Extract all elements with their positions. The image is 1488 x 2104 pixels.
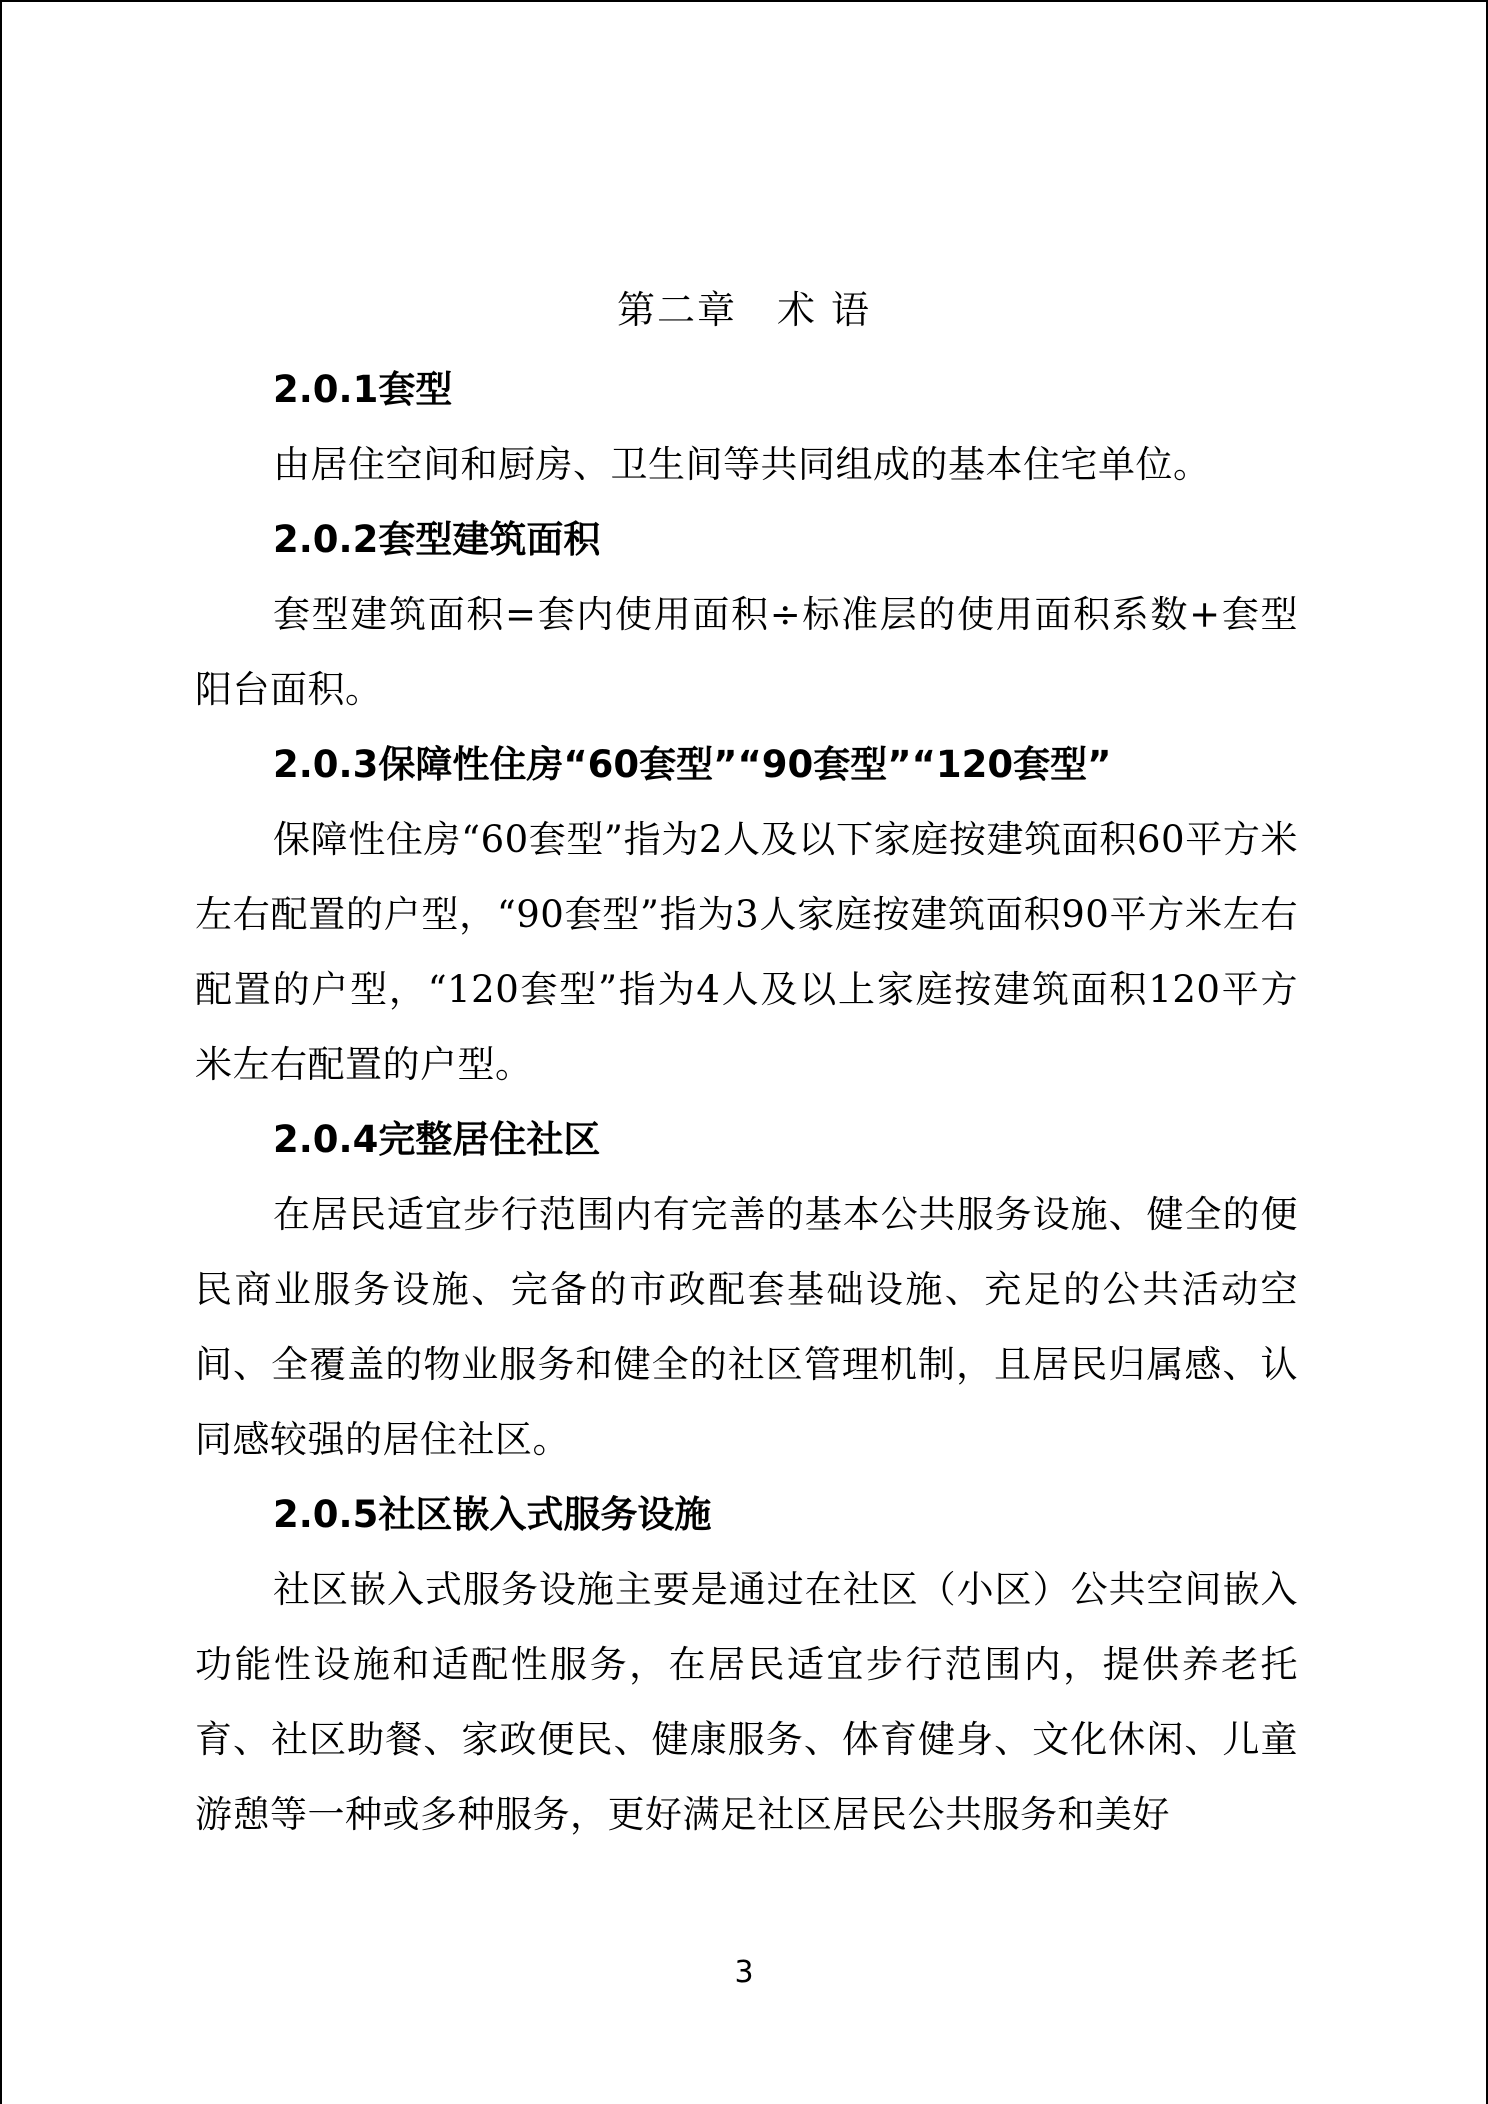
section-heading-2-0-2: 2.0.2套型建筑面积: [273, 518, 601, 561]
section-body-2-0-5: 社区嵌入式服务设施主要是通过在社区（小区）公共空间嵌入功能性设施和适配性服务，在居民适宜步行范围内，提供养老托育、社区助餐、家政便民、健康服务、体育健身、文化休闲、儿童游憩等一种或多种服务，更好满足社区居民公共服务和美好: [195, 1568, 1298, 1836]
page-number: 3: [734, 1955, 754, 1990]
section-body-2-0-1: 由居住空间和厨房、卫生间等共同组成的基本住宅单位。: [273, 443, 1211, 486]
section-heading-2-0-5: 2.0.5社区嵌入式服务设施: [273, 1493, 712, 1536]
section-heading-2-0-1: 2.0.1套型: [273, 368, 453, 411]
section-heading-2-0-3: 2.0.3保障性住房“60套型”“90套型”“120套型”: [273, 743, 1112, 786]
chapter-title: 第二章 术 语: [616, 288, 872, 332]
section-body-2-0-3: 保障性住房“60套型”指为2人及以下家庭按建筑面积60平方米左右配置的户型，“90套型”指为3人家庭按建筑面积90平方米左右配置的户型，“120套型”指为4人及以上家庭按建筑面积120平方米左右配置的户型。: [195, 818, 1298, 1086]
section-body-2-0-4: 在居民适宜步行范围内有完善的基本公共服务设施、健全的便民商业服务设施、完备的市政配套基础设施、充足的公共活动空间、全覆盖的物业服务和健全的社区管理机制，且居民归属感、认同感较强的居住社区。: [195, 1193, 1298, 1461]
section-body-2-0-2: 套型建筑面积=套内使用面积÷标准层的使用面积系数+套型阳台面积。: [195, 593, 1298, 711]
page-top-border: [0, 0, 1488, 2]
section-heading-2-0-4: 2.0.4完整居住社区: [273, 1118, 601, 1161]
document-body: [195, 352, 1298, 1852]
